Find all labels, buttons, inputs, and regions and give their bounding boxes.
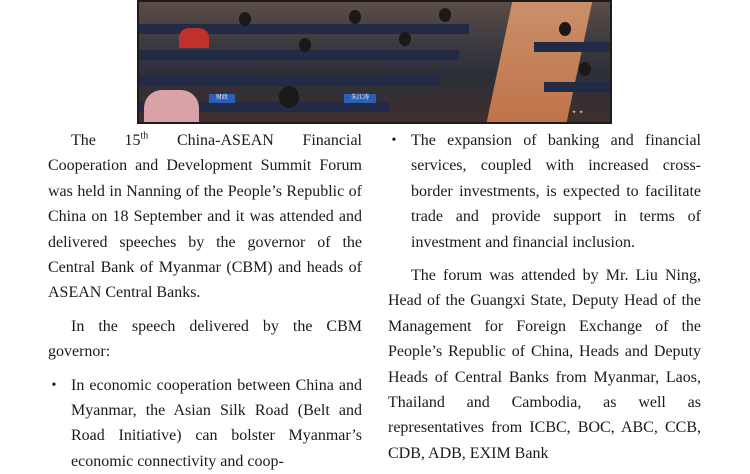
photo-table-row xyxy=(544,82,612,92)
forum-photo xyxy=(137,0,612,124)
photo-attendee xyxy=(299,38,311,52)
photo-attendee xyxy=(439,8,451,22)
photo-nameplate: 财政 xyxy=(209,94,235,103)
intro-paragraph xyxy=(48,128,362,306)
photo-table-row xyxy=(534,42,612,52)
photo-watermark-logo: ✦ ✦ xyxy=(571,110,584,116)
ordinal-superscript: th xyxy=(140,130,149,142)
photo-nameplate: 朱江涛 xyxy=(344,94,376,103)
attendees-paragraph: The forum was attended by Mr. Liu Ning, Head of the Guangxi State, Deputy Head of the Management for Foreign Exchange of the People’s Republic of China, Heads and Deputy Heads of Central Banks from Myanmar, Laos, Thailand and Cambodia, as well as representatives from ICBC, BOC, ABC, CCB, CDB, ADB, EXIM Bank xyxy=(388,267,701,462)
photo-attendee-foreground xyxy=(144,90,199,124)
intro-text-rest: China-ASEAN Financial Cooperation and Development Summit Forum was held in Nanning of the People’s Republic of China on 18 September and it was attended and delivered speeches by the governor of the Central Bank of Myanmar (CBM) and heads of ASEAN Central Banks. xyxy=(48,132,362,302)
photo-attendee xyxy=(239,12,251,26)
photo-attendee xyxy=(579,62,591,76)
left-column xyxy=(48,128,362,474)
bullet-text: The expansion of banking and financial services, coupled with increased cross-border investments, is expected to facilitate trade and provide support in terms of investment and financial inclusion. xyxy=(411,132,701,251)
bullet-item xyxy=(388,128,701,255)
bullet-text: In economic cooperation between China and Myanmar, the Asian Silk Road (Belt and Road Initiative) can bolster Myanmar’s economic connectivity and coop- xyxy=(71,376,362,470)
photo-attendee-red xyxy=(179,28,209,48)
speech-intro-paragraph: In the speech delivered by the CBM governor: xyxy=(48,317,362,361)
right-column xyxy=(388,128,701,466)
photo-table-row xyxy=(139,50,459,60)
bullet-item xyxy=(48,373,362,474)
bullet-dot-icon: • xyxy=(51,377,57,393)
photo-attendee xyxy=(349,10,361,24)
photo-attendee xyxy=(559,22,571,36)
photo-table-row xyxy=(139,76,439,86)
photo-carpet-aisle xyxy=(486,2,592,124)
photo-attendee xyxy=(399,32,411,46)
bullet-dot-icon: • xyxy=(391,133,397,148)
intro-text-start: The 15 xyxy=(71,132,141,149)
photo-attendee xyxy=(279,86,299,108)
